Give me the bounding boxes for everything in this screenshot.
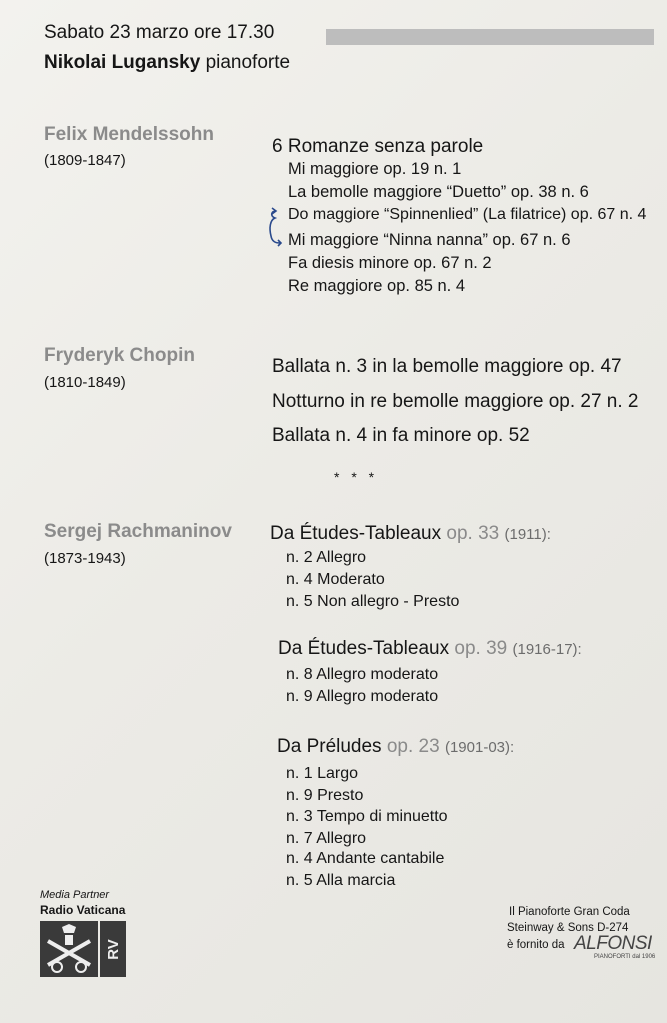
work-title-main: Da Études-Tableaux xyxy=(278,638,450,659)
list-item: Do maggiore “Spinnenlied” (La filatrice) op. 67 n. 4 xyxy=(288,206,647,223)
list-item: Mi maggiore “Ninna nanna” op. 67 n. 6 xyxy=(288,231,571,249)
list-item: n. 3 Tempo di minuetto xyxy=(286,808,448,825)
work-year: (1901-03): xyxy=(444,739,515,756)
list-item: n. 7 Allegro xyxy=(286,830,367,847)
header-bar xyxy=(326,29,654,45)
list-item: Fa diesis minore op. 67 n. 2 xyxy=(288,254,492,272)
composer-rachmaninov: Sergej Rachmaninov xyxy=(44,521,232,542)
years-rachmaninov: (1873-1943) xyxy=(44,550,126,567)
swap-arrow-mark xyxy=(262,206,288,248)
list-item: Mi maggiore op. 19 n. 1 xyxy=(288,160,462,178)
piano-line-2: Steinway & Sons D-274 xyxy=(507,922,629,934)
list-item: n. 5 Non allegro - Presto xyxy=(286,593,460,610)
list-item: Ballata n. 3 in la bemolle maggiore op. 47 xyxy=(272,356,622,377)
years-chopin: (1810-1849) xyxy=(44,374,126,391)
work-year: (1916-17): xyxy=(512,641,582,658)
composer-chopin: Fryderyk Chopin xyxy=(44,345,195,366)
media-partner-name: Radio Vaticana xyxy=(40,903,126,917)
media-partner-label: Media Partner xyxy=(40,889,110,901)
radio-vaticana-logo xyxy=(40,921,126,977)
list-item: Re maggiore op. 85 n. 4 xyxy=(288,277,466,295)
list-item: Notturno in re bemolle maggiore op. 27 n. 2 xyxy=(272,391,639,412)
list-item: n. 9 Presto xyxy=(286,787,364,804)
piano-line-1: Il Pianoforte Gran Coda xyxy=(509,906,630,918)
piano-line-3: è fornito da xyxy=(507,939,565,951)
work-title-etudes-39 xyxy=(278,638,582,660)
work-title-main: Da Préludes xyxy=(277,736,382,757)
list-item: Ballata n. 4 in fa minore op. 52 xyxy=(272,425,530,446)
work-opus: op. 39 xyxy=(454,638,508,659)
list-item: n. 2 Allegro xyxy=(286,549,367,566)
work-title-etudes-33 xyxy=(270,523,551,545)
list-item: n. 9 Allegro moderato xyxy=(286,688,439,705)
work-opus: op. 23 xyxy=(386,736,440,757)
performer-name: Nikolai Lugansky xyxy=(44,52,201,73)
list-item: n. 4 Andante cantabile xyxy=(286,850,445,867)
concert-date: Sabato 23 marzo ore 17.30 xyxy=(44,22,275,43)
list-item: n. 4 Moderato xyxy=(286,571,385,588)
list-item: n. 8 Allegro moderato xyxy=(286,666,439,683)
logo-text: RV xyxy=(104,938,122,960)
list-item: n. 1 Largo xyxy=(286,765,359,782)
work-opus: op. 33 xyxy=(446,523,500,544)
sponsor-brand: ALFONSI xyxy=(574,933,652,954)
years-mendelssohn: (1809-1847) xyxy=(44,152,126,169)
work-title-main: Da Études-Tableaux xyxy=(270,523,442,544)
sponsor-subtitle: PIANOFORTI dal 1906 xyxy=(594,954,656,960)
work-year: (1911): xyxy=(504,526,551,543)
list-item: La bemolle maggiore “Duetto” op. 38 n. 6 xyxy=(288,183,589,201)
performer-instrument: pianoforte xyxy=(205,52,291,73)
work-title-romanze: 6 Romanze senza parole xyxy=(272,136,484,157)
work-title-preludes-23 xyxy=(277,736,514,758)
list-item: n. 5 Alla marcia xyxy=(286,872,396,889)
performer-line xyxy=(44,52,290,74)
separator-stars: * * * xyxy=(334,469,379,485)
composer-mendelssohn: Felix Mendelssohn xyxy=(44,124,214,145)
